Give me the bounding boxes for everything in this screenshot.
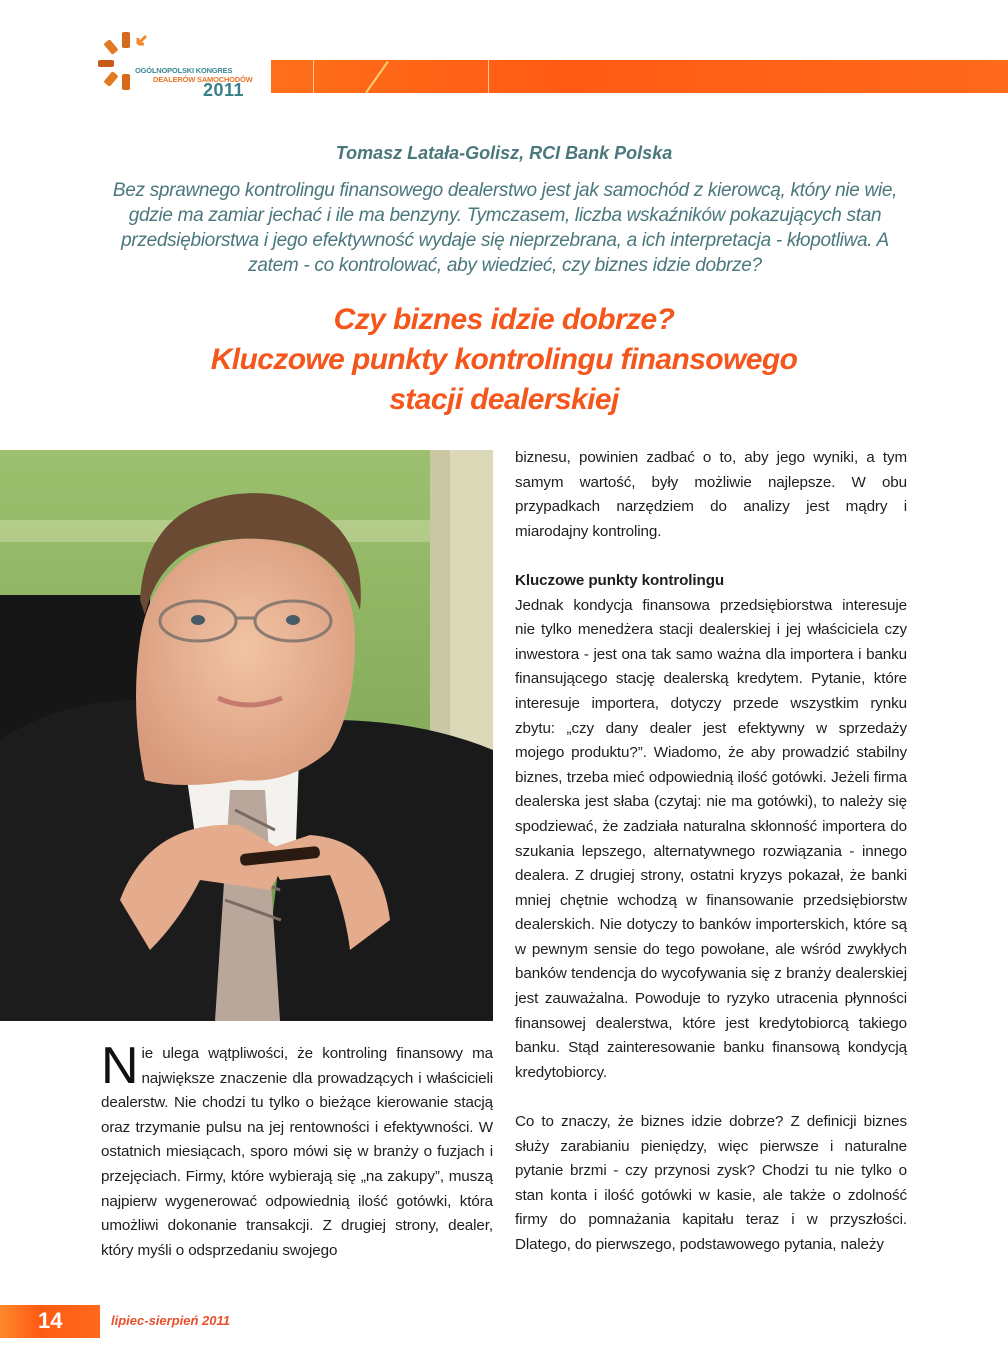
congress-logo	[98, 30, 258, 98]
left-column	[101, 1037, 493, 1263]
intro-paragraph-text: ie ulega wątpliwości, że kontroling finansowy ma największe znaczenie dla prowadzących i właścicieli dealerstw. Nie chodzi tu tylko o bieżące kierowanie stacją oraz trzymanie pulsu na jej rentowności i efektywności. W ostatnich miesiącach, sporo mówi się w branży o fuzjach i przejęciach. Firmy, które wybierają się „na zakupy”, muszą najpierw wygenerować odpowiednią ilość gotówki, która umożliwi dokonanie transakcji. Z drugiej strony, dealer, który myśli o odsprzedaniu swojego	[101, 1045, 493, 1259]
paragraph: Co to znaczy, że biznes idzie dobrze? Z definicji biznes służy zarabianiu pieniędzy, więc pierwsze i naturalne pytanie brzmi - czy przynosi zysk? Chodzi tu nie tylko o stan konta i ilość gotówki w kasie, ale także o zdolność firmy do pomnażania kapitału teraz i w przyszłości. Dlatego, do pierwszego, podstawowego pytania, należy	[515, 1113, 907, 1253]
section-subheading: Kluczowe punkty kontrolingu	[515, 571, 725, 589]
issue-date: lipiec-sierpień 2011	[111, 1313, 230, 1328]
author-byline: Tomasz Latała-Golisz, RCI Bank Polska	[335, 143, 673, 163]
right-column	[515, 446, 907, 1258]
portrait-illustration	[0, 450, 493, 1021]
logo-year: 2011	[203, 80, 245, 100]
paragraph: biznesu, powinien zadbać o to, aby jego wyniki, a tym samym wartość, były możliwie najlepsze. W obu przypadkach narzędziem do analizy jest mądry i miarodajny kontroling.	[515, 449, 907, 540]
page-number-box	[0, 1305, 100, 1338]
header-bar-divider	[488, 60, 489, 93]
logo-line-2: DEALERÓW SAMOCHODÓW	[153, 75, 253, 84]
logo-line-1: OGÓLNOPOLSKI KONGRES	[135, 66, 233, 75]
article-lead: Bez sprawnego kontrolingu finansowego dealerstwo jest jak samochód z kierowcą, który nie wie, gdzie ma zamiar jechać i ile ma benzyny. Tymczasem, liczba wskaźników pokazujących stan przedsiębiorstwa i jego efektywność wydaje się nieprzebrana, a ich interpretacja - kłopotliwa. A zatem - co kontrolować, aby wiedzieć, czy biznes idzie dobrze?	[112, 180, 898, 276]
drop-cap: N	[101, 1037, 139, 1095]
title-line: Kluczowe punkty kontrolingu finansowego	[210, 343, 798, 376]
paragraph-spacer	[515, 1085, 907, 1110]
logo-burst-icon	[98, 30, 158, 96]
author-portrait-photo	[0, 450, 493, 1021]
paragraph-spacer	[515, 544, 907, 569]
title-line: Czy biznes idzie dobrze?	[333, 303, 675, 336]
intro-paragraph	[101, 1037, 493, 1263]
header-bar-slash	[365, 61, 388, 93]
header-orange-bar	[271, 60, 1008, 93]
page-number: 14	[38, 1308, 63, 1333]
paragraph: Jednak kondycja finansowa przedsiębiorstwa interesuje nie tylko menedżera stacji dealerskiej i jej właściciela czy inwestora - jest ona tak samo ważna dla importera i banku finansującego stację dealerską kredytem. Pytanie, które interesuje importera, dotyczy przede wszystkim rynku zbytu: „czy dany dealer jest efektywny w sprzedaży mojego produktu?”. Wiadomo, że aby prowadzić stabilny biznes, trzeba mieć odpowiednią ilość gotówki. Jeżeli firma dealerska jest słaba (czytaj: nie ma gotówki), to należy się spodziewać, że zadziała naturalna skłonność importera do szukania lepszego, alternatywnego rozwiązania - innego dealera. Z drugiej strony, ostatni kryzys pokazał, że banki mniej chętnie wchodzą w finansowanie przedsiębiorstw dealerskich. Nie dotyczy to banków importerskich, które są w pewnym sensie do tego powołane, ale wśród zwykłych banków tendencja do wycofywania się z branży dealerskiej jest zauważalna. Powoduje to ryzyko utracenia płynności finansowej dealerstwa, które jest kredytobiorcą takiego banku. Stąd zainteresowanie banku finansową kondycją kredytobiorcy.	[515, 596, 907, 1081]
article-title	[100, 300, 908, 420]
title-line: stacji dealerskiej	[389, 383, 619, 416]
header-bar-divider	[313, 60, 314, 93]
